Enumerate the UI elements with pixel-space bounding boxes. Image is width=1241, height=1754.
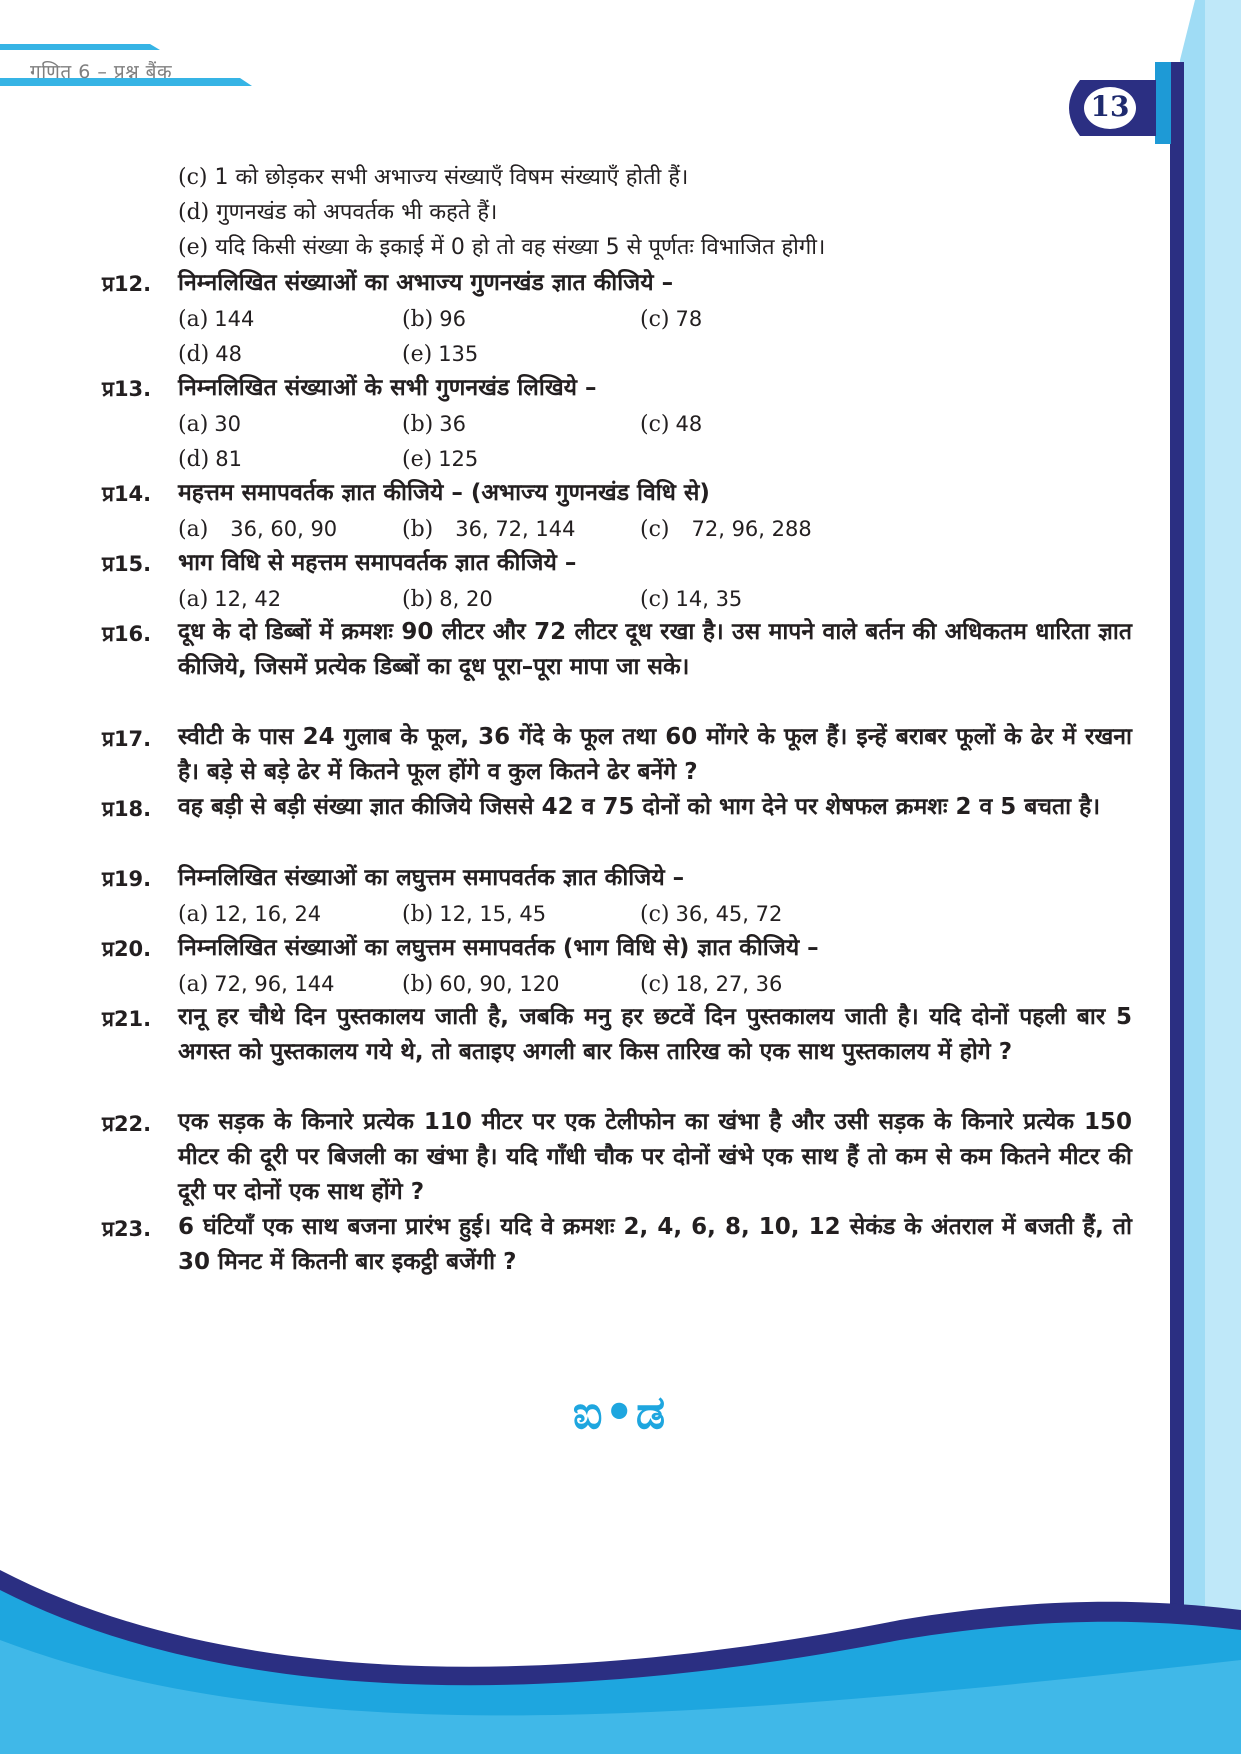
option-label: (c) <box>640 972 670 997</box>
option <box>178 305 254 334</box>
question-number: प्र19. <box>102 867 152 891</box>
option-label: (e) <box>402 447 433 472</box>
option-value: 8, 20 <box>439 587 493 611</box>
option <box>178 900 321 929</box>
item-text: यदि किसी संख्या के इकाई में 0 हो तो वह संख्या 5 से पूर्णतः विभाजित होगी। <box>215 235 826 260</box>
question-number: प्र12. <box>102 272 152 296</box>
question-text: 6 घंटियाँ एक साथ बजना प्रारंभ हुई। यदि वे क्रमशः 2, 4, 6, 8, 10, 12 सेकंड के अंतराल में बजती हैं, तो 30 मिनट में कितनी बार इकट्ठी बजेंगी ? <box>178 1214 1132 1275</box>
option-label: (d) <box>178 342 210 367</box>
option-label: (a) <box>178 902 209 927</box>
option-value: 36 <box>439 412 466 436</box>
option-value: 81 <box>215 447 242 471</box>
option-label: (b) <box>402 587 434 612</box>
option-value: 96 <box>439 307 466 331</box>
page-number: 13 <box>1090 90 1130 123</box>
option-value: 78 <box>675 307 703 331</box>
item-text: गुणनखंड को अपवर्तक भी कहते हैं। <box>216 200 498 225</box>
continuation-item <box>178 199 497 227</box>
option <box>402 515 575 544</box>
question-number: प्र16. <box>102 622 152 646</box>
option-value: 125 <box>438 447 479 471</box>
item-text: 1 को छोड़कर सभी अभाज्य संख्याएँ विषम संख्याएँ होती हैं। <box>214 165 689 190</box>
option-label: (c) <box>640 902 670 927</box>
option-value: 48 <box>675 412 703 436</box>
option-value: 12, 15, 45 <box>439 902 547 926</box>
header-stripe-top <box>0 44 160 50</box>
option-value: 60, 90, 120 <box>439 972 560 996</box>
item-label: (c) <box>178 165 208 190</box>
option-value: 12, 16, 24 <box>214 902 322 926</box>
question-text: निम्नलिखित संख्याओं के सभी गुणनखंड लिखिये – <box>178 375 597 401</box>
option-value: 72, 96, 144 <box>214 972 335 996</box>
option <box>178 585 281 614</box>
option <box>402 410 466 439</box>
question-text: दूध के दो डिब्बों में क्रमशः 90 लीटर और 72 लीटर दूध रखा है। उस मापने वाले बर्तन की अधिकतम धारिता ज्ञात कीजिये, जिसमें प्रत्येक डिब्बों का दूध पूरा–पूरा मापा जा सके। <box>178 619 1132 680</box>
option <box>640 410 702 439</box>
question-number: प्र13. <box>102 377 152 401</box>
option <box>178 445 242 474</box>
option-value: 135 <box>438 342 479 366</box>
item-label: (d) <box>178 200 210 225</box>
option-label: (b) <box>402 517 434 542</box>
question-number: प्र23. <box>102 1217 152 1241</box>
option <box>640 515 812 544</box>
option-label: (e) <box>402 342 433 367</box>
option-value: 144 <box>214 307 255 331</box>
continuation-item <box>178 234 825 262</box>
option-label: (c) <box>640 307 670 332</box>
option-label: (d) <box>178 447 210 472</box>
option-label: (c) <box>640 587 670 612</box>
option <box>402 900 546 929</box>
option-label: (a) <box>178 972 209 997</box>
question-number: प्र22. <box>102 1112 152 1136</box>
option-label: (b) <box>402 902 434 927</box>
option-label: (a) <box>178 412 209 437</box>
question-text: निम्नलिखित संख्याओं का लघुत्तम समापवर्तक (भाग विधि से) ज्ञात कीजिये – <box>178 935 819 961</box>
option <box>402 585 493 614</box>
question-text: भाग विधि से महत्तम समापवर्तक ज्ञात कीजिये – <box>178 550 577 576</box>
option <box>402 445 478 474</box>
option <box>640 585 742 614</box>
option <box>640 900 782 929</box>
continuation-item <box>178 164 688 192</box>
option <box>178 970 335 999</box>
question-number: प्र18. <box>102 797 152 821</box>
option-label: (a) <box>178 517 209 542</box>
option-value: 72, 96, 288 <box>691 517 812 541</box>
side-bar-navy <box>1170 62 1184 1622</box>
question-number: प्र20. <box>102 937 152 961</box>
option <box>178 340 242 369</box>
option-label: (b) <box>402 972 434 997</box>
option-value: 48 <box>215 342 242 366</box>
option-value: 36, 72, 144 <box>455 517 576 541</box>
question-text: निम्नलिखित संख्याओं का लघुत्तम समापवर्तक ज्ञात कीजिये – <box>178 865 685 891</box>
option-value: 36, 60, 90 <box>230 517 338 541</box>
end-ornament: ಐ•ಡ <box>572 1385 668 1439</box>
running-header: गणित 6 – प्रश्न बैंक <box>30 61 173 83</box>
option <box>640 305 702 334</box>
question-number: प्र17. <box>102 727 152 751</box>
option-value: 12, 42 <box>214 587 282 611</box>
option-value: 30 <box>214 412 242 436</box>
question-number: प्र15. <box>102 552 152 576</box>
item-label: (e) <box>178 235 209 260</box>
option-value: 36, 45, 72 <box>675 902 783 926</box>
question-text: वह बड़ी से बड़ी संख्या ज्ञात कीजिये जिससे 42 व 75 दोनों को भाग देने पर शेषफल क्रमशः 2 व 5 बचता है। <box>178 794 1101 820</box>
question-text: स्वीटी के पास 24 गुलाब के फूल, 36 गेंदे के फूल तथा 60 मोंगरे के फूल हैं। इन्हें बराबर फूलों के ढेर में रखना है। बड़े से बड़े ढेर में कितने फूल होंगे व कुल कितने ढेर बनेंगे ? <box>178 724 1132 785</box>
question-text: निम्नलिखित संख्याओं का अभाज्य गुणनखंड ज्ञात कीजिये – <box>178 270 674 296</box>
option <box>178 515 337 544</box>
option <box>402 340 478 369</box>
option-label: (b) <box>402 307 434 332</box>
option <box>402 970 559 999</box>
option-label: (c) <box>640 517 670 542</box>
option <box>178 410 241 439</box>
option-value: 18, 27, 36 <box>675 972 783 996</box>
option-label: (a) <box>178 307 209 332</box>
question-number: प्र21. <box>102 1007 152 1031</box>
question-number: प्र14. <box>102 482 152 506</box>
question-text: एक सड़क के किनारे प्रत्येक 110 मीटर पर एक टेलीफोन का खंभा है और उसी सड़क के किनारे प्रत्येक 150 मीटर की दूरी पर बिजली का खंभा है। यदि गाँधी चौक पर दोनों खंभे एक साथ हैं तो कम से कम कितने मीटर की दूरी पर दोनों एक साथ होंगे ? <box>178 1109 1132 1205</box>
option-value: 14, 35 <box>675 587 743 611</box>
option <box>402 305 466 334</box>
question-text: महत्तम समापवर्तक ज्ञात कीजिये – (अभाज्य गुणनखंड विधि से) <box>178 480 710 506</box>
question-text: रानू हर चौथे दिन पुस्तकालय जाती है, जबकि मनु हर छटवें दिन पुस्तकालय जाती है। यदि दोनों पहली बार 5 अगस्त को पुस्तकालय गये थे, तो बताइए अगली बार किस तारिख को एक साथ पुस्तकालय में होगे ? <box>178 1004 1132 1065</box>
option <box>640 970 782 999</box>
option-label: (c) <box>640 412 670 437</box>
option-label: (a) <box>178 587 209 612</box>
option-label: (b) <box>402 412 434 437</box>
side-panel-light <box>1205 0 1241 1620</box>
tab-flap <box>1155 62 1171 144</box>
